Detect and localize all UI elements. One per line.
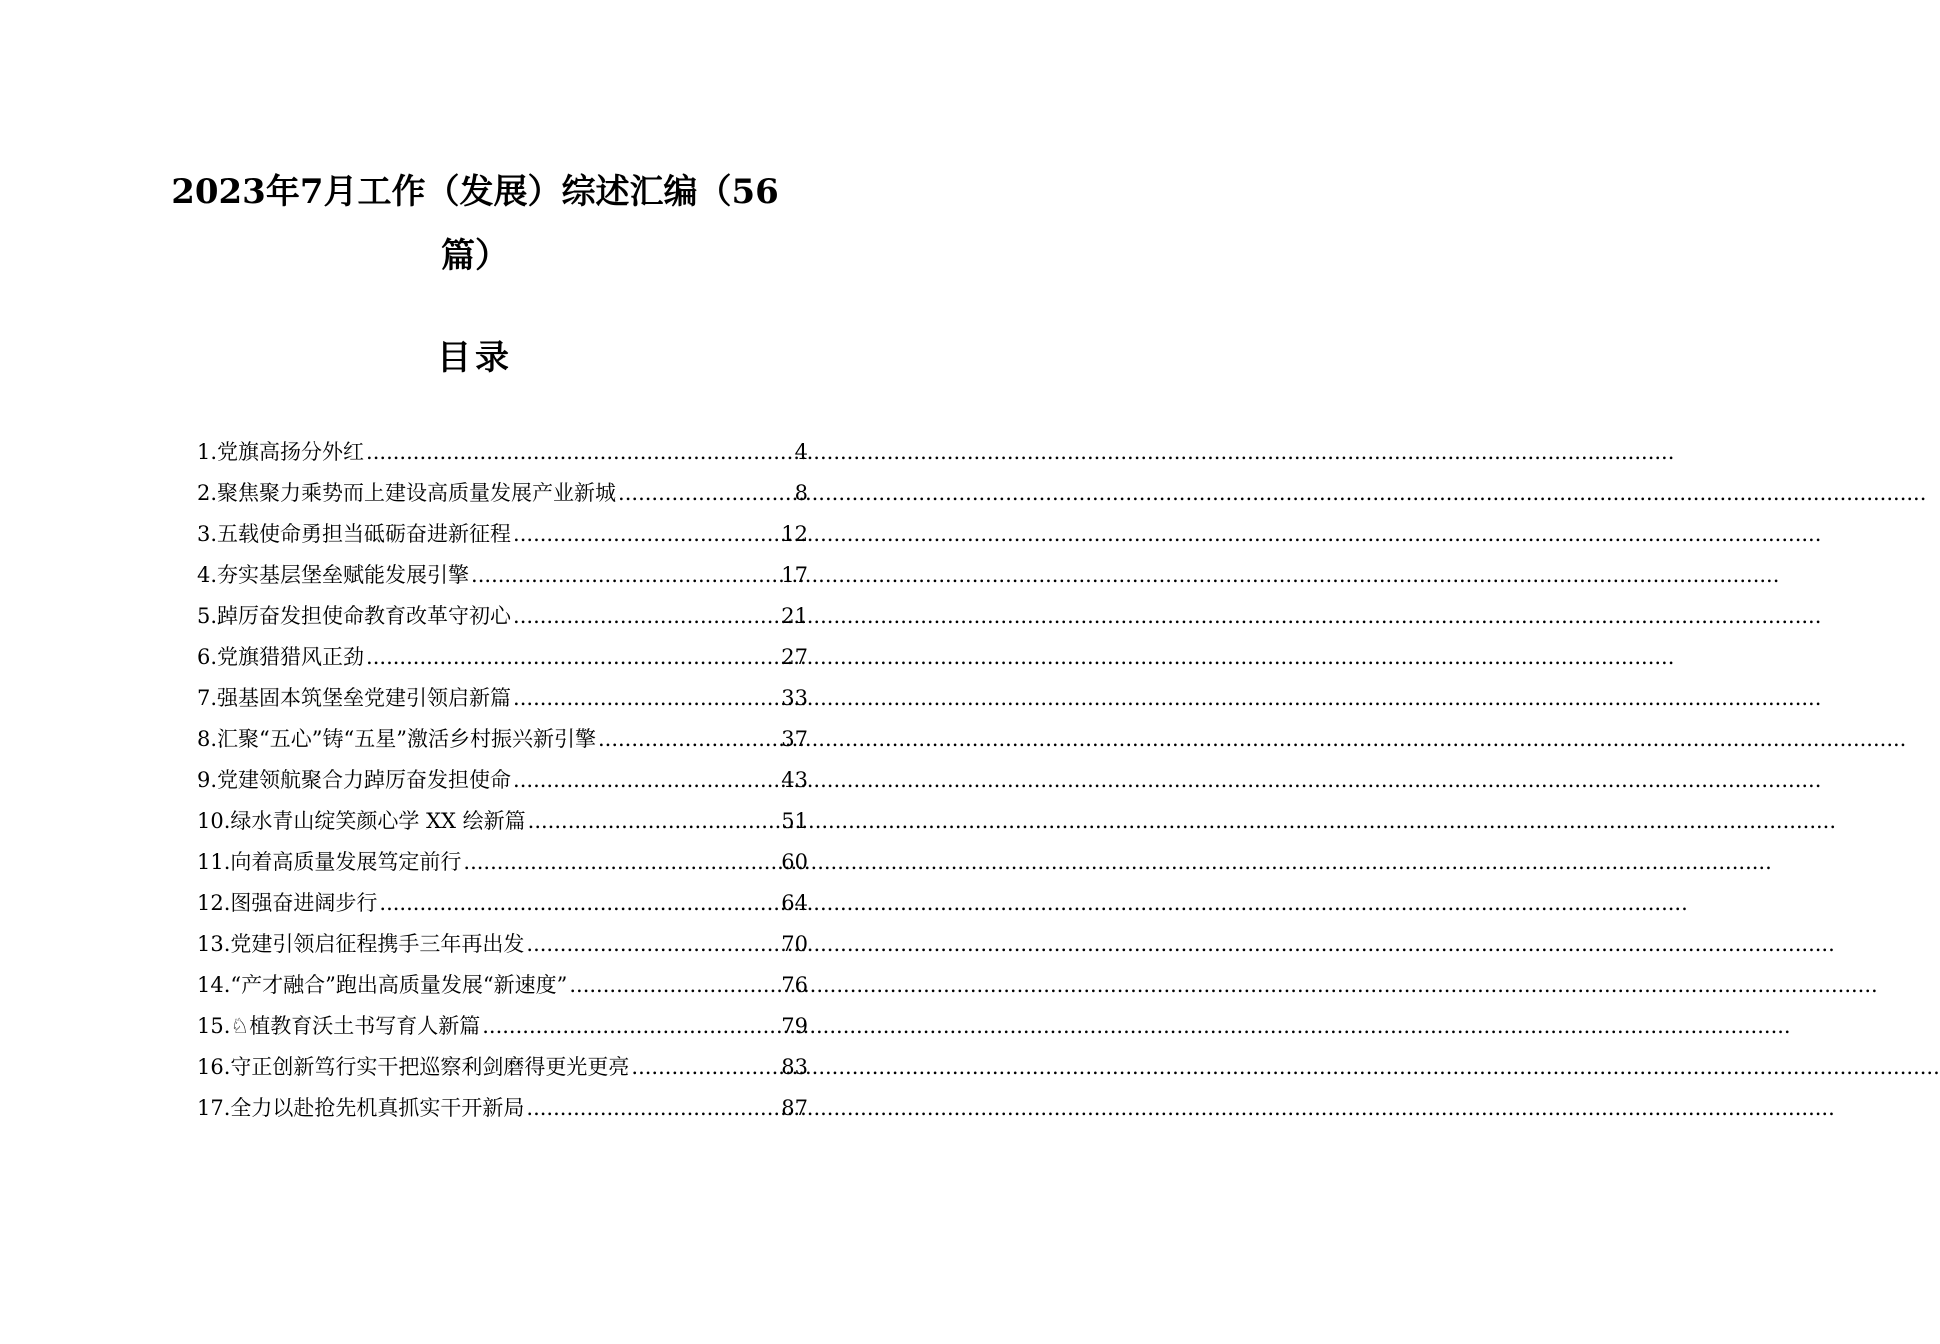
toc-entry-17[interactable] [197, 1088, 808, 1129]
toc-entry-16[interactable] [197, 1047, 808, 1088]
toc-dot-leader [366, 432, 793, 473]
toc-entry-4[interactable] [197, 555, 808, 596]
toc-dot-leader [526, 1088, 779, 1129]
toc-entry-title: 14.“产才融合”跑出高质量发展“新速度” [197, 973, 568, 997]
toc-entry-page: 27 [781, 645, 808, 669]
toc-entry-3[interactable] [197, 514, 808, 555]
table-of-contents [197, 432, 808, 1129]
toc-entry-page: 33 [781, 686, 808, 710]
toc-entry-title: 12.图强奋进阔步行 [197, 891, 378, 915]
toc-entry-page: 4 [794, 440, 808, 464]
toc-dot-leader [366, 637, 779, 678]
toc-entry-page: 21 [781, 604, 808, 628]
toc-entry-page: 8 [794, 481, 808, 505]
toc-dot-leader [513, 596, 779, 637]
toc-dot-leader [471, 555, 779, 596]
toc-entry-7[interactable] [197, 678, 808, 719]
toc-dot-leader [379, 883, 779, 924]
toc-heading: 目录 [437, 338, 513, 378]
toc-entry-page: 17 [781, 563, 808, 587]
toc-entry-title: 3.五载使命勇担当砥砺奋进新征程 [197, 522, 512, 546]
toc-entry-page: 12 [781, 522, 808, 546]
toc-dot-leader [618, 473, 793, 514]
toc-entry-title: 9.党建领航聚合力踔厉奋发担使命 [197, 768, 512, 792]
toc-entry-6[interactable] [197, 637, 808, 678]
toc-entry-title: 13.党建引领启征程携手三年再出发 [197, 932, 525, 956]
toc-dot-leader [513, 514, 779, 555]
toc-entry-5[interactable] [197, 596, 808, 637]
toc-entry-page: 70 [781, 932, 808, 956]
toc-dot-leader [598, 719, 779, 760]
toc-entry-page: 37 [781, 727, 808, 751]
toc-entry-title: 1.党旗高扬分外红 [197, 440, 365, 464]
toc-entry-9[interactable] [197, 760, 808, 801]
toc-entry-15[interactable] [197, 1006, 808, 1047]
toc-entry-title: 5.踔厉奋发担使命教育改革守初心 [197, 604, 512, 628]
toc-dot-leader [463, 842, 779, 883]
toc-entry-page: 51 [781, 809, 808, 833]
toc-entry-12[interactable] [197, 883, 808, 924]
toc-entry-title: 16.守正创新笃行实干把巡察利剑磨得更光更亮 [197, 1055, 630, 1079]
toc-entry-title: 4.夯实基层堡垒赋能发展引擎 [197, 563, 470, 587]
toc-entry-8[interactable] [197, 719, 808, 760]
toc-entry-title: 17.全力以赴抢先机真抓实干开新局 [197, 1096, 525, 1120]
toc-dot-leader [569, 965, 779, 1006]
toc-entry-14[interactable] [197, 965, 808, 1006]
toc-entry-2[interactable] [197, 473, 808, 514]
toc-dot-leader [482, 1006, 779, 1047]
toc-entry-title: 11.向着高质量发展笃定前行 [197, 850, 462, 874]
toc-entry-10[interactable] [197, 801, 808, 842]
toc-entry-page: 79 [781, 1014, 808, 1038]
toc-dot-leader [513, 678, 779, 719]
toc-entry-page: 87 [781, 1096, 808, 1120]
toc-entry-title: 10.绿水青山绽笑颜心学 XX 绘新篇 [197, 809, 526, 833]
toc-entry-title: 7.强基固本筑堡垒党建引领启新篇 [197, 686, 512, 710]
toc-entry-13[interactable] [197, 924, 808, 965]
toc-dot-leader [526, 924, 779, 965]
toc-dot-leader [513, 760, 779, 801]
toc-entry-page: 76 [781, 973, 808, 997]
toc-entry-title: 2.聚焦聚力乘势而上建设高质量发展产业新城 [197, 481, 617, 505]
toc-dot-leader [528, 801, 780, 842]
toc-entry-1[interactable] [197, 432, 808, 473]
toc-entry-page: 64 [781, 891, 808, 915]
toc-entry-page: 60 [781, 850, 808, 874]
toc-dot-leader [631, 1047, 779, 1088]
toc-entry-title: 15.♘植教育沃土书写育人新篇 [197, 1014, 481, 1038]
toc-entry-title: 6.党旗猎猎风正劲 [197, 645, 365, 669]
toc-entry-title: 8.汇聚“五心”铸“五星”激活乡村振兴新引擎 [197, 727, 596, 751]
toc-entry-11[interactable] [197, 842, 808, 883]
document-title: 2023年7月工作（发展）综述汇编（56篇） [171, 172, 779, 276]
toc-entry-page: 43 [781, 768, 808, 792]
toc-entry-page: 83 [781, 1055, 808, 1079]
